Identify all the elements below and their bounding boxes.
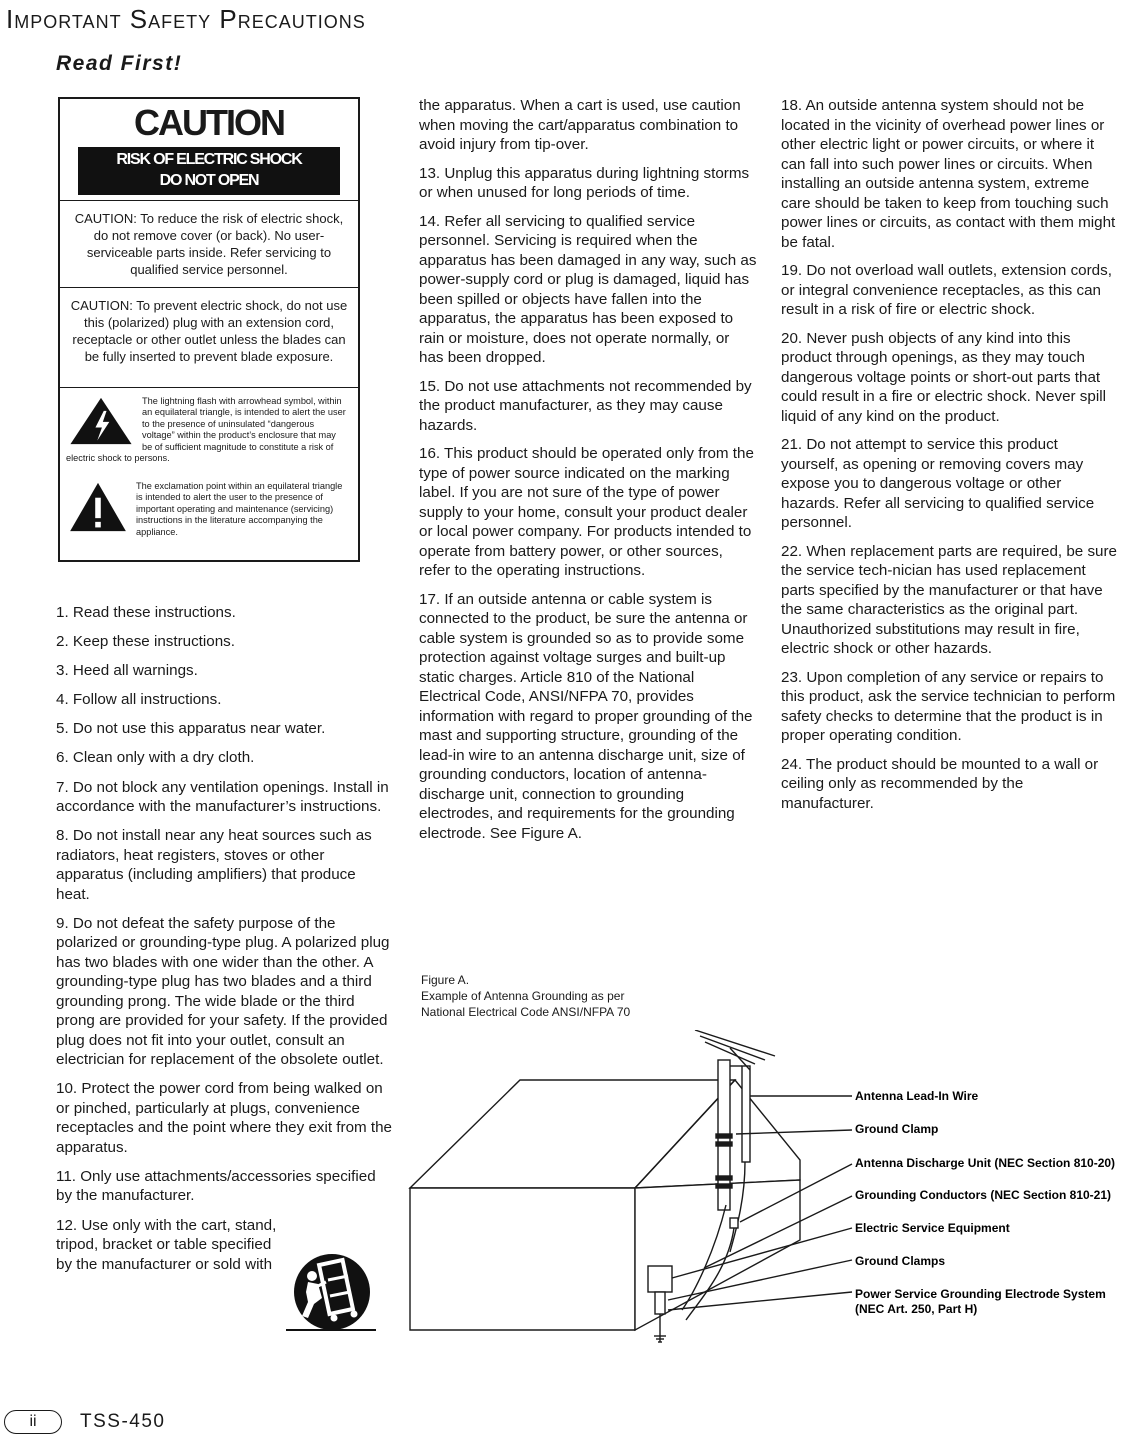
instruction-item: 10. Protect the power cord from being walked on or pinched, particularly at plugs, convenience receptacles and the point where they exit from the apparatus. <box>56 1080 393 1156</box>
label-ground-clamp: Ground Clamp <box>855 1122 939 1136</box>
instruction-item: 8. Do not install near any heat sources such as radiators, heat registers, stoves or other apparatus (including amplifiers) that produce heat. <box>56 827 372 903</box>
exclamation-triangle-icon <box>66 481 130 533</box>
instruction-item: 3. Heed all warnings. <box>56 662 198 680</box>
lightning-explanation <box>66 396 346 464</box>
figure-caption-line3: National Electrical Code ANSI/NFPA 70 <box>421 1005 631 1019</box>
caution-notice-cover <box>60 201 358 288</box>
instructions-column-1 <box>56 603 392 1284</box>
exclamation-explanation-text: The exclamation point within an equilateral triangle is intended to alert the user to the presence of important operating and maintenance (servicing) instructions in the literature accompanying the appliance. <box>136 481 343 537</box>
caution-notice-cover-text: CAUTION: To reduce the risk of electric shock, do not remove cover (or back). No user-serviceable parts inside. Refer servicing to qualified service personnel. <box>74 211 344 277</box>
label-grounding-conductors: Grounding Conductors (NEC Section 810-21) <box>855 1188 1112 1202</box>
electric-service-box <box>648 1266 672 1292</box>
instruction-item: the apparatus. When a cart is used, use caution when moving the cart/apparatus combination to avoid injury from tip-over. <box>419 97 741 153</box>
label-antenna-lead-in-wire: Antenna Lead-In Wire <box>855 1089 979 1103</box>
page-footer <box>0 1410 300 1436</box>
instruction-item: 2. Keep these instructions. <box>56 633 235 651</box>
shock-banner <box>78 147 340 195</box>
shock-banner-line1: RISK OF ELECTRIC SHOCK <box>116 151 302 168</box>
instruction-item: 19. Do not overload wall outlets, extension cords, or integral convenience receptacles, as this can result in a risk of fire or electric shock. <box>781 262 1112 318</box>
page-subtitle: Read First! <box>56 52 183 75</box>
caution-notice-plug <box>60 288 358 388</box>
label-nec-art-250: (NEC Art. 250, Part H) <box>855 1302 978 1316</box>
shock-banner-line2: DO NOT OPEN <box>159 172 259 189</box>
exclamation-explanation <box>66 481 346 538</box>
page-title: Important Safety Precautions <box>6 4 366 34</box>
instruction-item: 16. This product should be operated only from the type of power source indicated on the marking label. If you are not sure of the type of power supply to your home, consult your product dealer or local power company. For products intended to operate from battery power, or other sources, refer to the operating instructions. <box>419 445 754 579</box>
instructions-column-2 <box>419 96 757 852</box>
instruction-item: 6. Clean only with a dry cloth. <box>56 749 255 767</box>
caution-word: CAUTION <box>134 102 284 143</box>
instruction-item: 17. If an outside antenna or cable system is connected to the product, be sure the antenna or cable system is grounded so as to provide some protection against voltage surges and built-up static charges. Article 810 of the National Electrical Code, ANSI/NFPA 70, provides information with regard to proper grounding of the mast and supporting structure, grounding of the lead-in wire to an antenna discharge unit, size of grounding conductors, location of antenna-discharge unit, connection to grounding electrodes, and requirements for the grounding electrode. See Figure A. <box>419 590 753 842</box>
cart-tip-over-warning-icon <box>284 1252 378 1334</box>
caution-box <box>58 97 360 562</box>
instruction-item: 18. An outside antenna system should not be located in the vicinity of overhead power lines or other electric light or power circuits, or where it can fall into such power lines or circuits. When installing an outside antenna system, extreme care should be taken to keep from touching such power lines or circuits, as contact with them might be fatal. <box>781 97 1116 251</box>
caution-notice-plug-text: CAUTION: To prevent electric shock, do not use this (polarized) plug with an extension cord, receptacle or other outlet unless the blades can be fully inserted to prevent blade exposure. <box>70 298 348 364</box>
instruction-item: 7. Do not block any ventilation openings. Install in accordance with the manufacturer’s instructions. <box>56 778 389 816</box>
label-power-service-grounding: Power Service Grounding Electrode System <box>855 1287 1106 1301</box>
instruction-item: 11. Only use attachments/accessories specified by the manufacturer. <box>56 1167 376 1205</box>
instruction-item: 15. Do not use attachments not recommended by the product manufacturer, as they may cause hazards. <box>419 377 752 434</box>
figure-caption <box>421 972 651 1020</box>
instructions-column-3 <box>781 96 1119 822</box>
instruction-item: 23. Upon completion of any service or repairs to this product, ask the service technician to perform safety checks to determine that the product is in proper operating condition. <box>781 668 1116 744</box>
instruction-item: 24. The product should be mounted to a wall or ceiling only as recommended by the manufacturer. <box>781 755 1099 812</box>
instruction-item: 5. Do not use this apparatus near water. <box>56 720 326 738</box>
house-front-wall <box>410 1188 635 1330</box>
caution-symbols <box>60 388 358 559</box>
lightning-triangle-icon <box>66 396 136 446</box>
lightning-explanation-text: The lightning flash with arrowhead symbol, within an equilateral triangle, is intended to alert the user to the presence of uninsulated “dangerous voltage” within the product’s enclosure that may be of sufficient magnitude to constitute a risk of electric shock to persons. <box>66 396 346 464</box>
label-ground-clamps: Ground Clamps <box>855 1254 946 1268</box>
caution-header <box>60 99 358 201</box>
figure-caption-line1: Figure A. <box>421 973 470 987</box>
instruction-item: 22. When replacement parts are required, be sure the service tech-nician has used replacement parts specified by the manufacturer or that have the same characteristics as the original part. Unauthorized substitutions may result in fire, electric shock or other hazards. <box>781 542 1117 657</box>
label-electric-service-equipment: Electric Service Equipment <box>855 1221 1010 1235</box>
instruction-item: 12. Use only with the cart, stand, tripod, bracket or table specified by the manufacturer or sold with <box>56 1216 277 1273</box>
page-number: ii <box>4 1410 62 1434</box>
figure-caption-line2: Example of Antenna Grounding as per <box>421 989 625 1003</box>
label-antenna-discharge-unit: Antenna Discharge Unit (NEC Section 810-20) <box>855 1156 1116 1170</box>
instruction-item: 9. Do not defeat the safety purpose of the polarized or grounding-type plug. A polarized plug has two blades with one wider than the other. A grounding-type plug has two blades and a third grounding prong. The wide blade or the third prong are provided for your safety. If the provided plug does not fit into your outlet, consult an electrician for replacement of the obsolete outlet. <box>56 914 390 1069</box>
instruction-item: 4. Follow all instructions. <box>56 691 222 709</box>
instruction-item: 13. Unplug this apparatus during lightning storms or when unused for long periods of time. <box>419 164 750 201</box>
instruction-item: 1. Read these instructions. <box>56 604 236 621</box>
antenna-grounding-diagram <box>400 1030 1125 1350</box>
instruction-item: 14. Refer all servicing to qualified service personnel. Servicing is required when the apparatus has been damaged in any way, such as power-supply cord or plug is damaged, liquid has been spilled or objects have fallen into the apparatus, the apparatus has been exposed to rain or moisture, does not operate normally, or has been dropped. <box>419 212 757 366</box>
model-name: TSS-450 <box>80 1411 166 1432</box>
instruction-item: 21. Do not attempt to service this product yourself, as opening or removing covers may expose you to dangerous voltage or other hazards. Refer all servicing to qualified service personnel. <box>781 436 1095 531</box>
instruction-item: 20. Never push objects of any kind into this product through openings, as they may touch dangerous voltage points or short-out parts that could result in a fire or electric shock. Never spill liquid of any kind on the product. <box>781 329 1106 425</box>
